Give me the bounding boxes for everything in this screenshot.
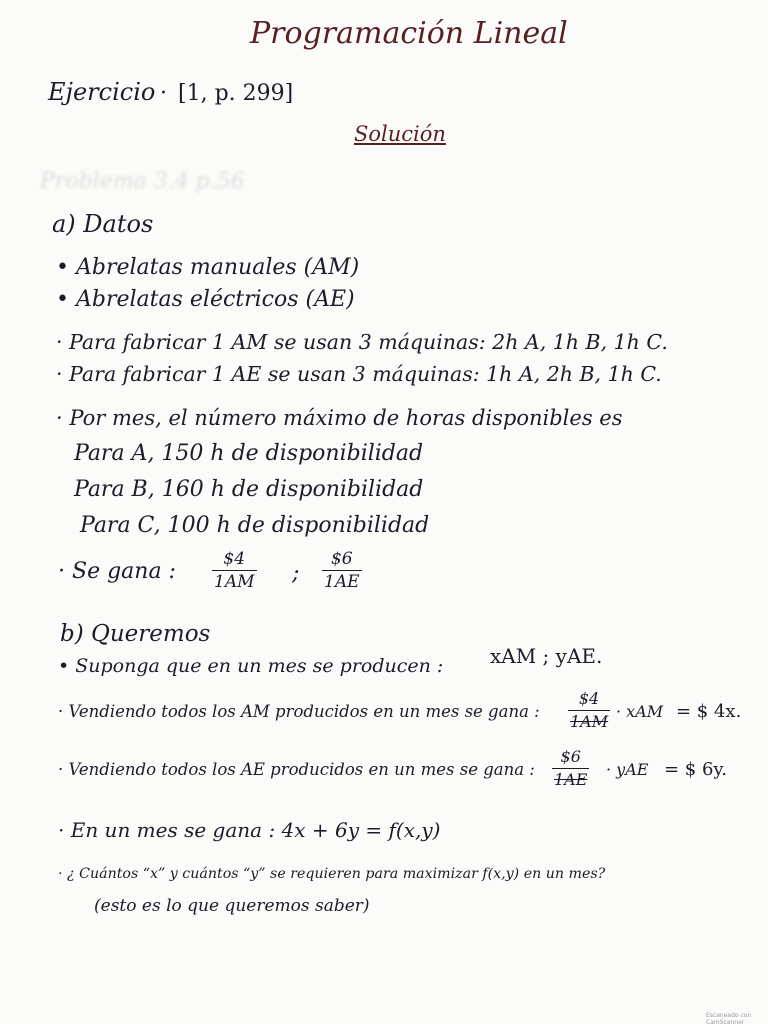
vend-ae-text: Vendiendo todos los AE producidos en un mes se gana : <box>68 760 535 779</box>
total-line: · En un mes se gana : 4x + 6y = f(x,y) <box>58 818 441 842</box>
supon-text: Suponga que en un mes se producen : <box>75 655 444 677</box>
disp-c: Para C, 100 h de disponibilidad <box>80 513 430 538</box>
section-a-heading: a) Datos <box>52 210 154 238</box>
item-am: • Abrelatas manuales (AM) <box>56 255 360 280</box>
gana-line: · Se gana : <box>58 559 176 584</box>
vend-am-mul: · xAM <box>616 702 664 721</box>
por-mes: · Por mes, el número máximo de horas disponibles es <box>56 406 623 430</box>
vend-am-text: Vendiendo todos los AM producidos en un mes se gana : <box>68 702 540 721</box>
fraction-ae-num: $6 <box>330 549 353 569</box>
section-b-heading: b) Queremos <box>60 621 211 647</box>
vend-am-frac-den: 1AM <box>570 712 609 731</box>
ejercicio-reference: [1, p. 299] <box>178 81 294 106</box>
fraction-am-num: $4 <box>223 549 246 569</box>
vend-ae-mul: · yAE <box>606 760 649 779</box>
ejercicio-label: Ejercicio <box>48 78 156 106</box>
fabricar-ae: · Para fabricar 1 AE se usan 3 máquinas: 1h A, 2h B, 1h C. <box>56 362 662 386</box>
vend-ae-line: · Vendiendo todos los AE producidos en un mes se gana : <box>58 760 535 779</box>
por-mes-text: Por mes, el número máximo de horas disponibles es <box>69 406 623 430</box>
total-text: En un mes se gana : 4x + 6y = f(x,y) <box>70 818 441 842</box>
fraction-am <box>212 548 257 593</box>
faint-bleed-text: Problema 3.4 p.56 <box>40 169 245 194</box>
fraction-am-den: 1AM <box>214 572 255 592</box>
item-ae: • Abrelatas eléctricos (AE) <box>56 287 355 312</box>
supon-line: • Suponga que en un mes se producen : <box>58 655 444 677</box>
pregunta-line: · ¿ Cuántos “x” y cuántos “y” se requieren para maximizar f(x,y) en un mes? <box>58 866 606 882</box>
solucion-heading: Solución <box>354 122 446 146</box>
dot: · <box>160 81 167 106</box>
pregunta-text: ¿ Cuántos “x” y cuántos “y” se requieren para maximizar f(x,y) en un mes? <box>67 866 606 882</box>
fabricar-am: · Para fabricar 1 AM se usan 3 máquinas: 2h A, 1h B, 1h C. <box>56 330 668 354</box>
fraction-ae-den: 1AE <box>324 572 360 592</box>
disp-b: Para B, 160 h de disponibilidad <box>74 477 424 502</box>
gana-separator: ; <box>292 561 300 586</box>
fabricar-ae-text: Para fabricar 1 AE se usan 3 máquinas: 1h A, 2h B, 1h C. <box>69 362 662 386</box>
fraction-ae <box>322 548 362 593</box>
vend-ae-frac-num: $6 <box>560 747 581 766</box>
item-am-text: Abrelatas manuales (AM) <box>75 255 360 280</box>
gana-label: Se gana : <box>72 559 176 584</box>
vend-ae-fraction <box>552 746 589 791</box>
page-title: Programación Lineal <box>250 16 568 51</box>
vend-am-line: · Vendiendo todos los AM producidos en un mes se gana : <box>58 702 540 721</box>
disp-a: Para A, 150 h de disponibilidad <box>74 441 424 466</box>
vend-am-fraction <box>568 688 610 733</box>
item-ae-text: Abrelatas eléctricos (AE) <box>75 287 355 312</box>
supon-value: xAM ; yAE. <box>490 644 603 668</box>
scanner-stamp: Escaneado con CamScanner <box>706 1012 752 1024</box>
vend-am-result: = $ 4x. <box>676 701 742 722</box>
vend-am-frac-num: $4 <box>578 689 600 708</box>
fabricar-am-text: Para fabricar 1 AM se usan 3 máquinas: 2h A, 1h B, 1h C. <box>69 330 668 354</box>
vend-ae-frac-den: 1AE <box>554 770 588 789</box>
vend-ae-result: = $ 6y. <box>664 759 727 780</box>
nota-line: (esto es lo que queremos saber) <box>94 896 370 916</box>
